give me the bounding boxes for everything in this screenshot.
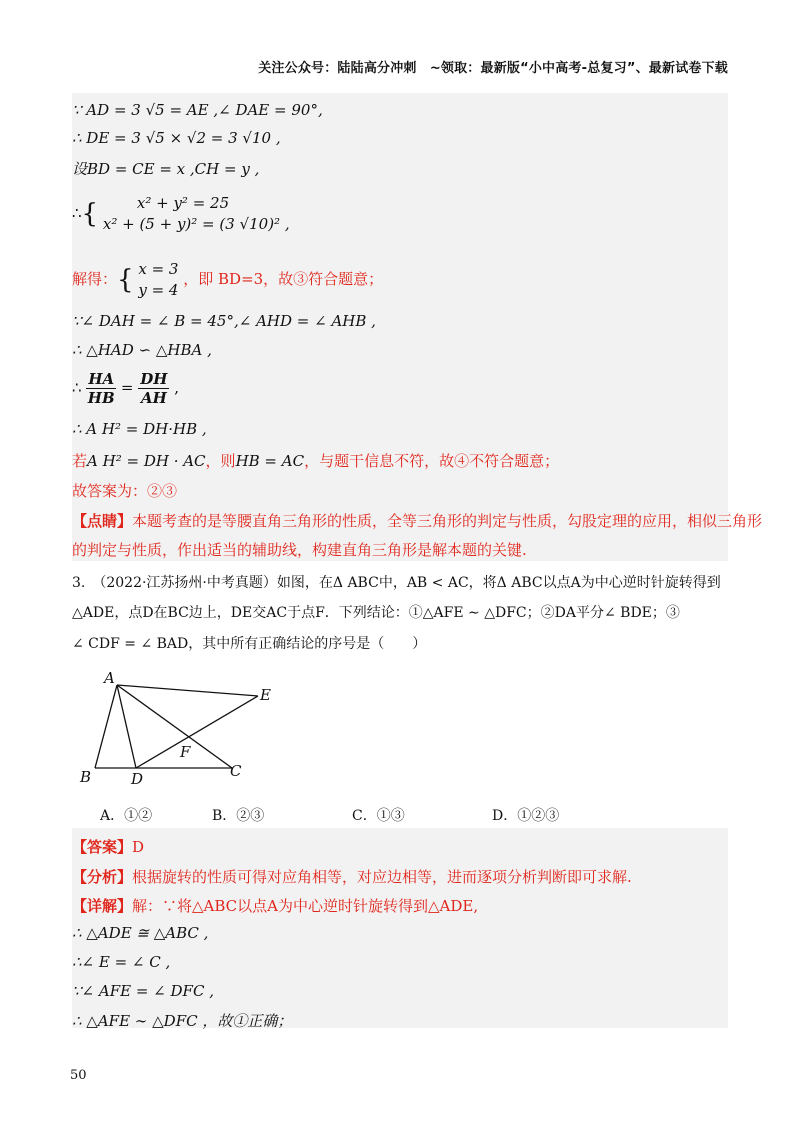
detail-step-1: ∴ △ADE ≅ △ABC , (72, 924, 209, 942)
choice-d: D．①②③ (492, 808, 560, 824)
choice-c: C．①③ (352, 808, 405, 824)
question-line-1: 3. （2022·江苏扬州·中考真题）如图，在Δ ABC中，AB < AC，将Δ ABC以点A为中心逆时针旋转得到 (72, 575, 721, 591)
equation-system: ∴{ x² + y² = 25 x² + (5 + y)² = (3 √10)² , (72, 194, 290, 233)
solution-result: 解得：{ x = 3 y = 4 ，即 BD=3，故③符合题意； (72, 260, 384, 299)
geometry-figure (70, 660, 300, 790)
solution-line-10: 若A H² = DH · AC，则HB = AC，与题干信息不符，故④不符合题意； (72, 452, 560, 470)
question-line-3: ∠ CDF = ∠ BAD，其中所有正确结论的序号是（ ） (72, 636, 427, 652)
label-b: B (80, 768, 92, 786)
detail-step-4: ∴ △AFE ∼ △DFC ，故①正确； (72, 1012, 293, 1030)
remark-line-1: 【点睛】本题考查的是等腰直角三角形的性质，全等三角形的判定与性质，勾股定理的应用，相似三角形 (72, 512, 763, 530)
choice-b: B．②③ (212, 808, 265, 824)
solution-line-6: ∵∠ DAH = ∠ B = 45°,∠ AHD = ∠ AHB , (72, 312, 376, 330)
analysis-line: 【分析】根据旋转的性质可得对应角相等，对应边相等，进而逐项分析判断即可求解. (72, 868, 632, 886)
label-e: E (260, 686, 271, 704)
solution-line-2: ∴ DE = 3 √5 × √2 = 3 √10 , (72, 129, 281, 147)
segment-ac (117, 685, 232, 768)
solution-line-7: ∴ △HAD ∽ △HBA , (72, 341, 212, 359)
ratio-equation: ∴ $\frac{HA}{HB}$ = $\frac{DH}{AH}$ , (72, 370, 180, 407)
segment-ab (95, 685, 117, 768)
label-c: C (230, 762, 242, 780)
segment-de (136, 696, 258, 768)
page-number: 50 (70, 1068, 87, 1083)
system-row-2: x² + (5 + y)² = (3 √10)² , (102, 215, 290, 233)
page-header: 关注公众号：陆陆高分冲刺 ~领取：最新版“小中高考-总复习”、最新试卷下载 (258, 61, 728, 76)
answer-line: 【答案】D (72, 838, 145, 856)
detail-step-3: ∵∠ AFE = ∠ DFC , (72, 982, 214, 1000)
label-a: A (104, 669, 115, 687)
label-d: D (131, 770, 144, 788)
solution-line-3: 设BD = CE = x ,CH = y , (72, 160, 260, 178)
label-f: F (180, 743, 191, 761)
solution-line-9: ∴ A H² = DH·HB , (72, 420, 207, 438)
system-row-1: x² + y² = 25 (136, 194, 230, 212)
answer-conclusion: 故答案为：②③ (72, 482, 178, 500)
choice-a: A．①② (100, 808, 153, 824)
remark-line-2: 的判定与性质，作出适当的辅助线，构建直角三角形是解本题的关键. (72, 541, 527, 559)
segment-ae (117, 685, 258, 696)
question-line-2: △ADE，点D在BC边上，DE交AC于点F．下列结论：①△AFE ∼ △DFC；②DA平分∠ BDE；③ (72, 605, 680, 621)
detail-step-2: ∴∠ E = ∠ C , (72, 953, 171, 971)
solution-line-1: ∵ AD = 3 √5 = AE ,∠ DAE = 90°, (72, 101, 323, 119)
detail-line: 【详解】解：∵将△ABC以点A为中心逆时针旋转得到△ADE, (72, 897, 479, 915)
